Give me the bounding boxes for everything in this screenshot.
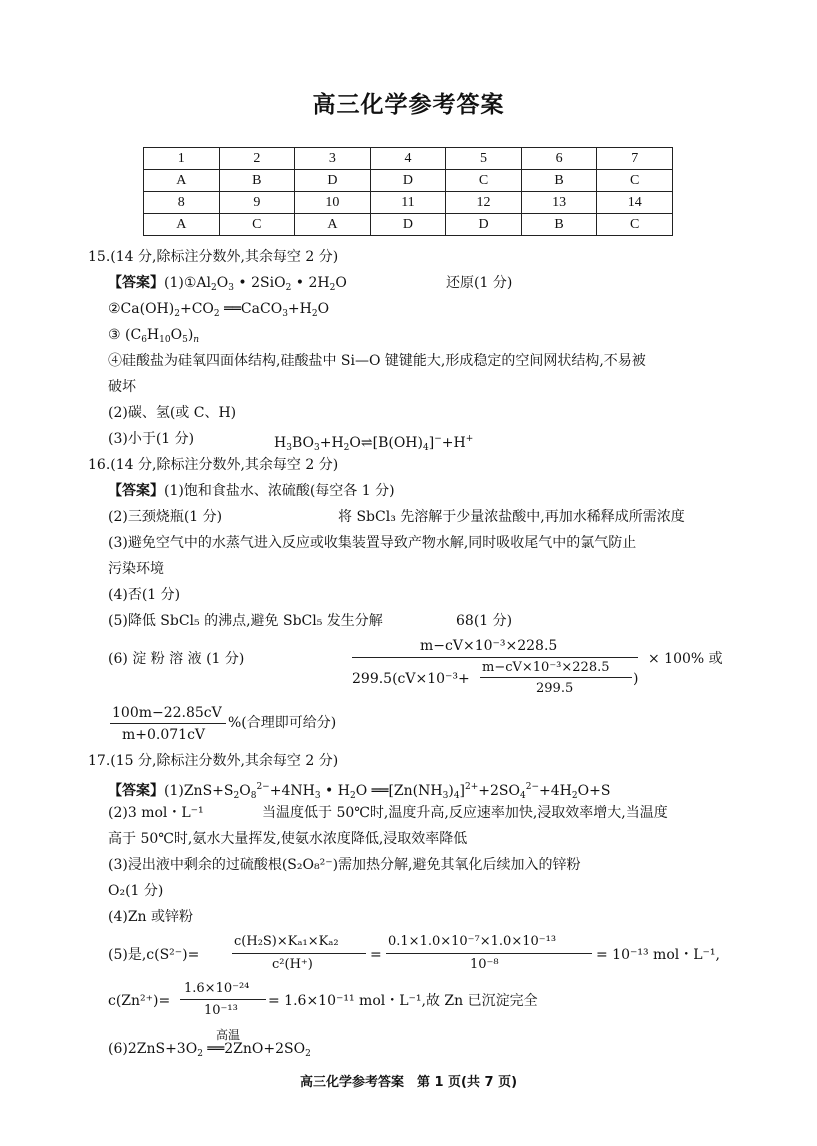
- answer-table-cell: C: [219, 214, 295, 236]
- q17-num3: 1.6×10⁻²⁴: [184, 981, 250, 996]
- answer-table-cell: 12: [446, 192, 522, 214]
- answer-table-cell: 10: [295, 192, 371, 214]
- q17-condition: 高温: [216, 1028, 241, 1042]
- answer-table-row: [144, 170, 673, 192]
- q16-line3: (3)避免空气中的水蒸气进入反应或收集装置导致产物水解,同时吸收尾气中的氯气防止: [108, 535, 637, 551]
- q16-line6a: (5)降低 SbCl₅ 的沸点,避免 SbCl₅ 发生分解: [108, 613, 383, 629]
- q15-line1: 【答案】$(1)①Al_2O_3$ • 2SiO$_2$ • $2H_2O$: [108, 275, 347, 293]
- q17-eq1: =: [370, 947, 382, 963]
- q17-den1: c²(H⁺): [272, 957, 313, 972]
- q17-line4: (3)浸出液中剩余的过硫酸根(S₂O₈²⁻)需加热分解,避免其氧化后续加入的锌粉: [108, 857, 581, 873]
- q16-line1: 【答案】(1)饱和食盐水、浓硫酸(每空各 1 分): [108, 483, 395, 499]
- answer-table-cell: A: [144, 214, 220, 236]
- q17-result1: = 10⁻¹³ mol・L⁻¹,: [596, 947, 720, 963]
- q16-inner-den: 299.5: [536, 681, 574, 696]
- q17-line-frac2: [386, 953, 592, 954]
- answer-table-cell: 5: [446, 148, 522, 170]
- answer-table-row: [144, 192, 673, 214]
- q15-equation: $H_3BO_3+H_2O\rightleftharpoons[B(OH)_4]^-+H^+$: [274, 434, 474, 453]
- answer-table-cell: D: [370, 170, 446, 192]
- q17-line5: O₂(1 分): [108, 883, 164, 899]
- answer-table-cell: D: [295, 170, 371, 192]
- answer-table-row: [144, 148, 673, 170]
- q16-frac-den: 299.5(cV×10⁻³+: [352, 671, 470, 687]
- q17-num1: c(H₂S)×Kₐ₁×Kₐ₂: [234, 934, 339, 949]
- answer-table-cell: C: [597, 170, 673, 192]
- answer-table-cell: 6: [521, 148, 597, 170]
- q16-alt-den: m+0.071cV: [122, 727, 206, 743]
- answer-table-cell: C: [597, 214, 673, 236]
- q17-den3: 10⁻¹³: [204, 1003, 238, 1018]
- q17-line7a: (5)是,c(S²⁻)=: [108, 947, 200, 963]
- page-title: 高三化学参考答案: [312, 92, 505, 118]
- q16-line5: (4)否(1 分): [108, 587, 181, 603]
- q17-line2b: 当温度低于 50℃时,温度升高,反应速率加快,浸取效率增大,当温度: [262, 805, 668, 821]
- q17-den2: 10⁻⁸: [470, 957, 499, 972]
- q17-line-frac1: [232, 953, 366, 954]
- q17-line1: 【答案】$(1)ZnS+S_2O_8^{2-}+4NH_3$ • $H_2O$ $══[Zn(NH_3)_4]^{2+}+2SO_4^{2-}+4H_2O+S$: [108, 782, 611, 801]
- q17-line6: (4)Zn 或锌粉: [108, 909, 194, 925]
- q16-inner-num: m−cV×10⁻³×228.5: [482, 660, 610, 675]
- answer-table-cell: D: [370, 214, 446, 236]
- answer-table-row: [144, 214, 673, 236]
- q15-line6: (2)碳、氢(或 C、H): [108, 405, 237, 421]
- answer-table-cell: A: [144, 170, 220, 192]
- answer-table-cell: 3: [295, 148, 371, 170]
- answer-table-cell: 14: [597, 192, 673, 214]
- answer-table-cell: 13: [521, 192, 597, 214]
- q16-header: 16.(14 分,除标注分数外,其余每空 2 分): [88, 457, 339, 473]
- answer-table-cell: 2: [219, 148, 295, 170]
- q16-inner-line: [480, 677, 632, 678]
- q16-line2a: (2)三颈烧瓶(1 分): [108, 509, 223, 525]
- answer-table-cell: 9: [219, 192, 295, 214]
- q16-line4: 污染环境: [108, 561, 164, 577]
- answer-table-cell: B: [521, 214, 597, 236]
- q16-alt-line: [110, 723, 226, 724]
- q17-line8a: c(Zn²⁺)=: [108, 993, 171, 1009]
- q16-frac-num: m−cV×10⁻³×228.5: [420, 638, 558, 654]
- answer-table-cell: 4: [370, 148, 446, 170]
- q17-result2: = 1.6×10⁻¹¹ mol・L⁻¹,故 Zn 已沉淀完全: [268, 993, 538, 1009]
- q15-line4: ④硅酸盐为硅氧四面体结构,硅酸盐中 Si—O 键键能大,形成稳定的空间网状结构,不易被: [108, 353, 646, 369]
- answer-table-cell: B: [521, 170, 597, 192]
- answer-table-cell: A: [295, 214, 371, 236]
- q15-line3: ③ $(C_6H_{10}O_5)_n$: [108, 327, 200, 345]
- q16-frac-close: ): [633, 671, 639, 687]
- answer-table-cell: 7: [597, 148, 673, 170]
- answer-table-cell: 8: [144, 192, 220, 214]
- answer-table-cell: 11: [370, 192, 446, 214]
- q17-line3: 高于 50℃时,氨水大量挥发,使氨水浓度降低,浸取效率降低: [108, 831, 468, 847]
- q15-line7: (3)小于(1 分): [108, 431, 195, 447]
- answer-table: [143, 147, 673, 236]
- q17-header: 17.(15 分,除标注分数外,其余每空 2 分): [88, 753, 339, 769]
- q17-line9: $(6)2ZnS+3O_2$ $══2ZnO+2SO_2$: [108, 1041, 311, 1059]
- q15-line2: $②Ca(OH)_2+CO_2$ $══CaCO_3+H_2O$: [108, 301, 330, 319]
- answer-table-cell: 1: [144, 148, 220, 170]
- answer-table-cell: B: [219, 170, 295, 192]
- q16-line2b: 将 SbCl₃ 先溶解于少量浓盐酸中,再加水稀释成所需浓度: [338, 509, 685, 525]
- q15-line5: 破坏: [108, 379, 136, 395]
- q17-line2a: (2)3 mol・L⁻¹: [108, 805, 204, 821]
- answer-table-cell: D: [446, 214, 522, 236]
- q16-line7: (6) 淀 粉 溶 液 (1 分): [108, 651, 245, 667]
- q15-header: 15.(14 分,除标注分数外,其余每空 2 分): [88, 249, 339, 265]
- q16-line6b: 68(1 分): [456, 613, 513, 629]
- q16-alt-num: 100m−22.85cV: [112, 705, 222, 721]
- q16-alt-tail: %(合理即可给分): [228, 715, 337, 731]
- page-footer: 高三化学参考答案 第 1 页(共 7 页): [299, 1075, 518, 1090]
- q16-percent-or: × 100% 或: [648, 651, 723, 667]
- q16-frac-line: [352, 657, 638, 658]
- q17-line-frac3: [180, 999, 266, 1000]
- q17-num2: 0.1×1.0×10⁻⁷×1.0×10⁻¹³: [388, 934, 557, 949]
- q15-reduction: 还原(1 分): [446, 275, 513, 291]
- answer-table-cell: C: [446, 170, 522, 192]
